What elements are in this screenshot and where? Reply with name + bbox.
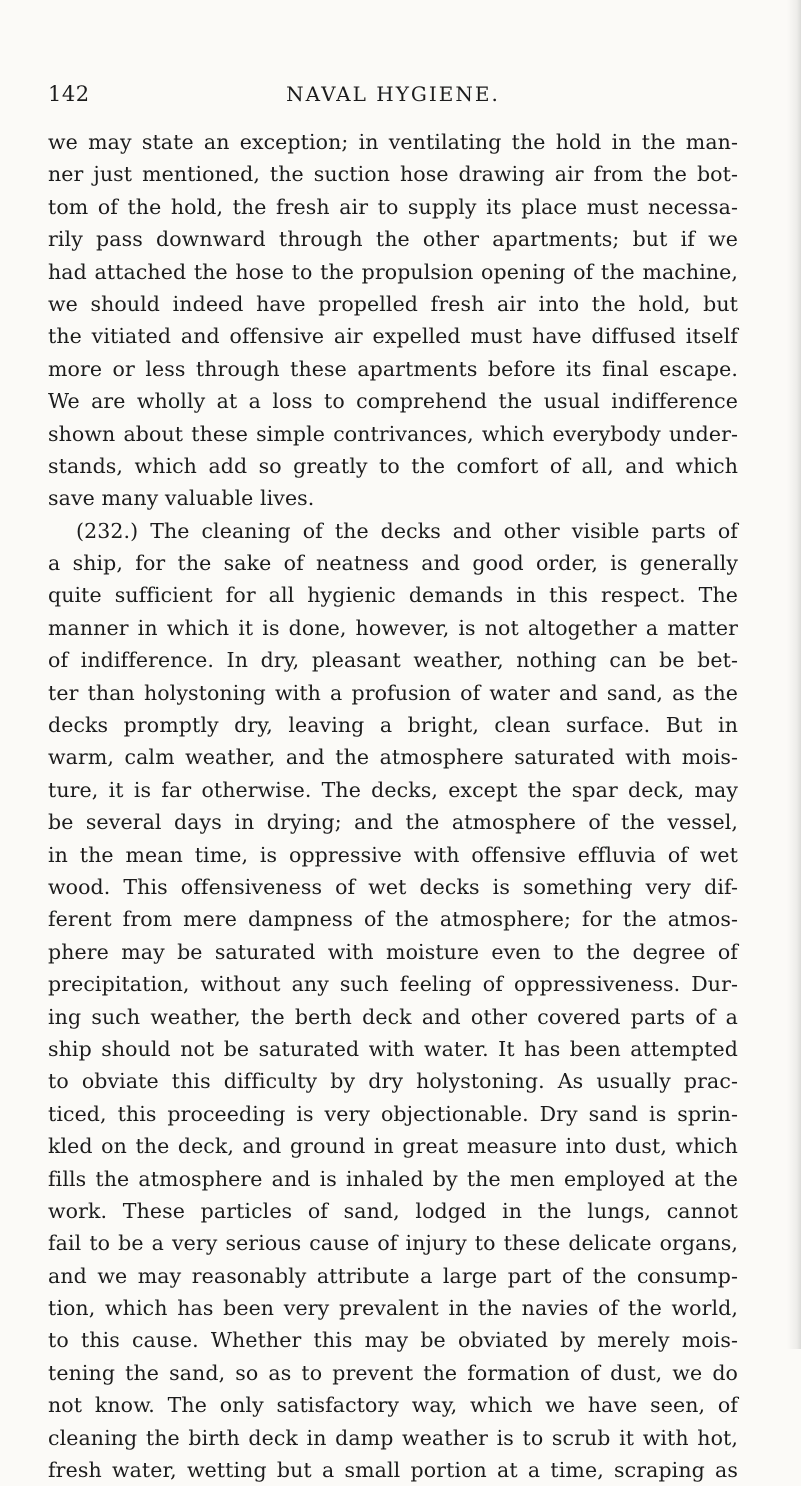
text-line: cleaning the birth deck in damp weather is to scrub it with hot, xyxy=(48,1425,738,1450)
text-line: tening the sand, so as to prevent the formation of dust, we do xyxy=(48,1360,738,1385)
text-line: ing such weather, the berth deck and other covered parts of a xyxy=(48,1004,738,1029)
text-line: tion, which has been very prevalent in the navies of the world, xyxy=(48,1296,738,1321)
running-head xyxy=(48,82,738,112)
text-line: phere may be saturated with moisture even to the degree of xyxy=(48,939,738,964)
text-line: ticed, this proceeding is very objectionable. Dry sand is sprin- xyxy=(48,1101,738,1126)
text-line: ture, it is far otherwise. The decks, except the spar deck, may xyxy=(48,777,738,802)
body-text xyxy=(48,126,738,1486)
text-line: rily pass downward through the other apartments; but if we xyxy=(48,227,738,252)
text-line: ter than holystoning with a profusion of water and sand, as the xyxy=(48,680,738,705)
text-line: of indifference. In dry, pleasant weather, nothing can be bet- xyxy=(48,648,738,673)
text-line: fail to be a very serious cause of injury to these delicate organs, xyxy=(48,1231,738,1256)
text-line: work. These particles of sand, lodged in the lungs, cannot xyxy=(48,1198,738,1223)
text-line: be several days in drying; and the atmosphere of the vessel, xyxy=(48,810,738,835)
text-line: more or less through these apartments before its final escape. xyxy=(48,356,738,381)
text-line: ner just mentioned, the suction hose drawing air from the bot- xyxy=(48,162,738,187)
text-line: wood. This offensiveness of wet decks is something very dif- xyxy=(48,874,738,899)
text-line: had attached the hose to the propulsion opening of the machine, xyxy=(48,259,738,284)
text-line: warm, calm weather, and the atmosphere saturated with mois- xyxy=(48,745,738,770)
text-line: fresh water, wetting but a small portion at a time, scraping as xyxy=(48,1458,738,1483)
text-line: We are wholly at a loss to comprehend the usual indifference xyxy=(48,389,738,414)
text-line: not know. The only satisfactory way, which we have seen, of xyxy=(48,1393,738,1418)
page-number: 142 xyxy=(48,82,90,106)
text-line: precipitation, without any such feeling of oppressiveness. Dur- xyxy=(48,972,738,997)
text-line: we may state an exception; in ventilating the hold in the man- xyxy=(48,130,738,154)
text-line: ferent from mere dampness of the atmosphere; for the atmos- xyxy=(48,907,738,932)
text-line: to this cause. Whether this may be obviated by merely mois- xyxy=(48,1328,738,1353)
text-line: stands, which add so greatly to the comfort of all, and which xyxy=(48,453,738,478)
text-line: manner in which it is done, however, is not altogether a matter xyxy=(48,615,738,640)
text-line: to obviate this difficulty by dry holystoning. As usually prac- xyxy=(48,1069,738,1094)
page-edge-shadow xyxy=(787,0,801,1349)
text-line: shown about these simple contrivances, which everybody under- xyxy=(48,421,738,446)
text-line: a ship, for the sake of neatness and good order, is generally xyxy=(48,551,738,576)
text-line: the vitiated and offensive air expelled must have diffused itself xyxy=(48,324,738,349)
text-line: decks promptly dry, leaving a bright, clean surface. But in xyxy=(48,713,738,738)
text-line: and we may reasonably attribute a large part of the consump- xyxy=(48,1263,738,1288)
paragraph-start-line: (232.) The cleaning of the decks and other visible parts of xyxy=(76,518,738,543)
text-line: we should indeed have propelled fresh air into the hold, but xyxy=(48,291,738,316)
text-line: tom of the hold, the fresh air to supply its place must necessa- xyxy=(48,194,738,219)
running-title: NAVAL HYGIENE. xyxy=(286,82,500,106)
text-line: in the mean time, is oppressive with offensive effluvia of wet xyxy=(48,842,738,867)
text-line: kled on the deck, and ground in great measure into dust, which xyxy=(48,1134,738,1159)
text-line: save many valuable lives. xyxy=(48,486,315,511)
text-line: ship should not be saturated with water. It has been attempted xyxy=(48,1036,738,1061)
text-line: quite sufficient for all hygienic demands in this respect. The xyxy=(48,583,738,608)
text-line: fills the atmosphere and is inhaled by the men employed at the xyxy=(48,1166,738,1191)
